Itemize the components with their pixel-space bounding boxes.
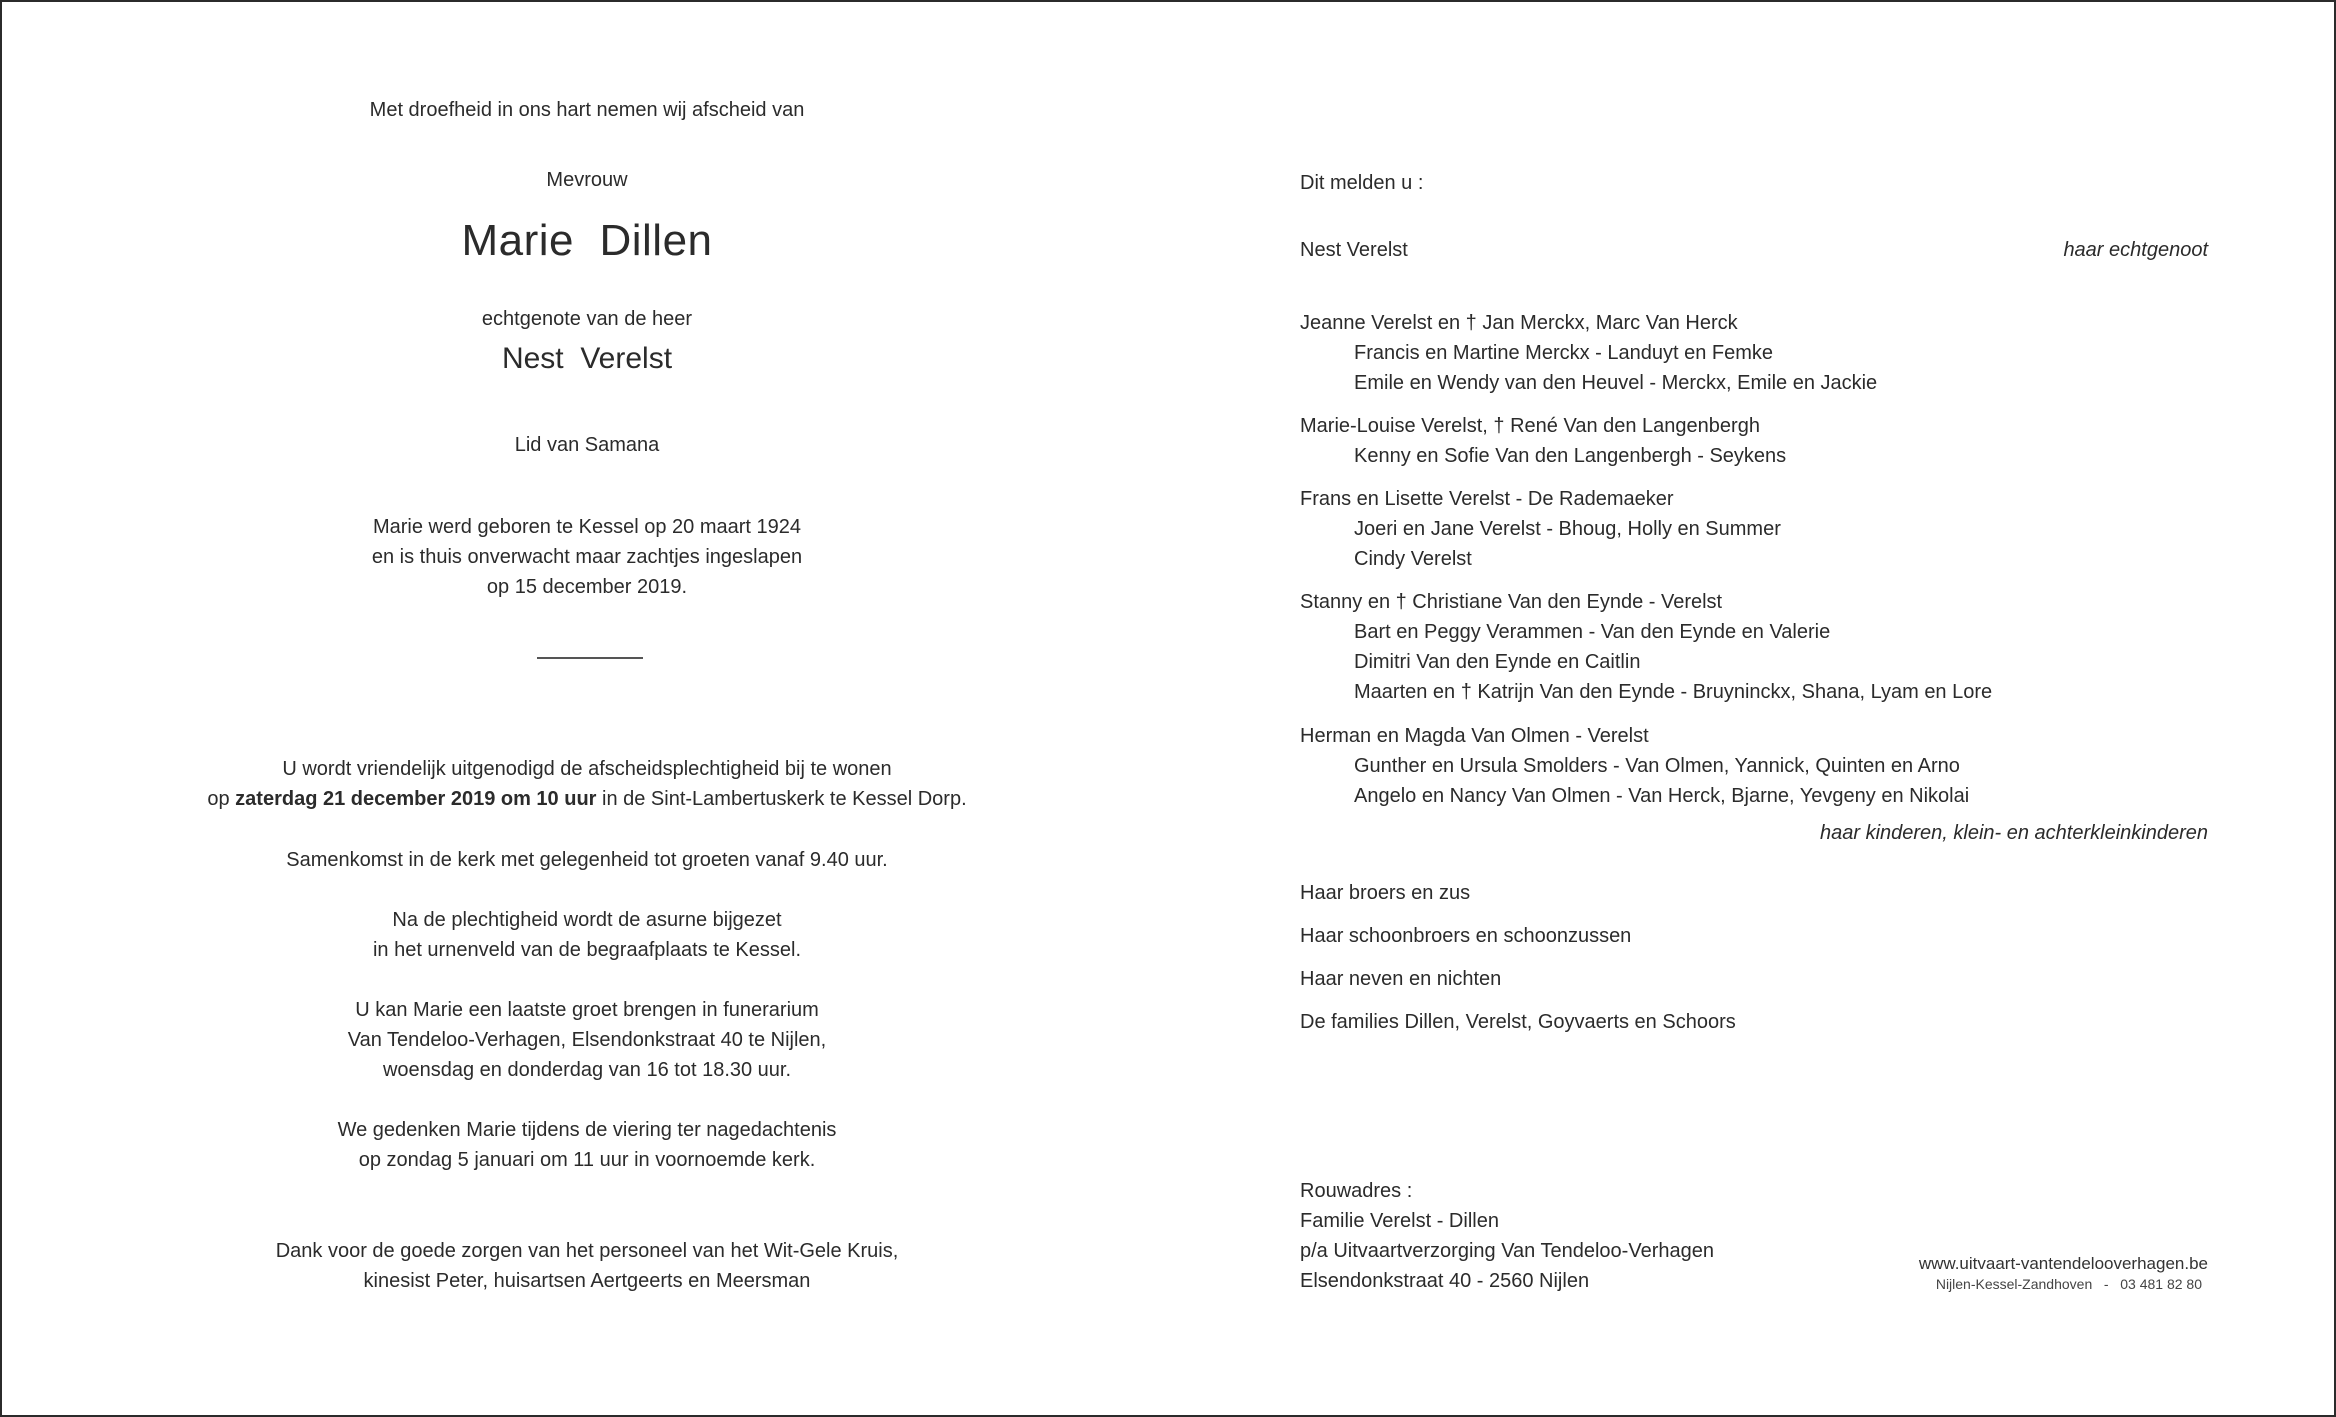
children-role: haar kinderen, klein- en achterkleinkinderen bbox=[1819, 822, 2208, 844]
birth-line: Marie werd geboren te Kessel op 20 maart 1924 bbox=[372, 516, 802, 538]
family-line: Maarten en † Katrijn Van den Eynde - Bruyninckx, Shana, Lyam en Lore bbox=[1354, 681, 1993, 703]
family-line: Dimitri Van den Eynde en Caitlin bbox=[1354, 651, 1641, 673]
children-role-row bbox=[1300, 818, 2208, 848]
spouse-last-name: Verelst bbox=[580, 342, 673, 375]
deceased-first-name: Marie bbox=[461, 216, 575, 265]
urn-line: Na de plechtigheid wordt de asurne bijgezet bbox=[392, 909, 782, 931]
deceased-name bbox=[187, 215, 987, 267]
birth-line: op 15 december 2019. bbox=[486, 576, 688, 598]
address-line: Elsendonkstraat 40 - 2560 Nijlen bbox=[1300, 1270, 1590, 1292]
divider-rule bbox=[537, 657, 643, 659]
intro-text: Met droefheid in ons hart nemen wij afscheid van bbox=[369, 99, 805, 121]
undertaker-info: Nijlen-Kessel-Zandhoven - 03 481 82 80 bbox=[1935, 1276, 2202, 1292]
invite-date-line bbox=[187, 784, 987, 814]
relatives-line: Haar broers en zus bbox=[1300, 882, 1471, 904]
invite-line: U wordt vriendelijk uitgenodigd de afscheidsplechtigheid bij te wonen bbox=[282, 758, 892, 780]
membership: Lid van Samana bbox=[514, 434, 660, 456]
relatives-line: Haar schoonbroers en schoonzussen bbox=[1300, 925, 1632, 947]
urn-line: in het urnenveld van de begraafplaats te Kessel. bbox=[372, 939, 802, 961]
thanks-line: kinesist Peter, huisartsen Aertgeerts en Meersman bbox=[363, 1270, 811, 1292]
address-label: Rouwadres : bbox=[1300, 1180, 1413, 1202]
family-line: Kenny en Sofie Van den Langenbergh - Seykens bbox=[1354, 445, 1787, 467]
family-line: Bart en Peggy Verammen - Van den Eynde en Valerie bbox=[1354, 621, 1831, 643]
spouse-intro: echtgenote van de heer bbox=[481, 308, 693, 330]
husband-row bbox=[1300, 235, 2208, 265]
relatives-line: Haar neven en nichten bbox=[1300, 968, 1502, 990]
invite-prefix: op bbox=[207, 788, 236, 810]
funerarium-line: U kan Marie een laatste groet brengen in funerarium bbox=[355, 999, 819, 1021]
family-line: Marie-Louise Verelst, † René Van den Langenbergh bbox=[1300, 415, 1760, 437]
ceremony-datetime: zaterdag 21 december 2019 om 10 uur bbox=[235, 788, 597, 810]
family-line: Herman en Magda Van Olmen - Verelst bbox=[1300, 725, 1649, 747]
husband-name: Nest Verelst bbox=[1300, 239, 1408, 261]
family-line: Francis en Martine Merckx - Landuyt en Femke bbox=[1354, 342, 1774, 364]
undertaker-website: www.uitvaart-vantendelooverhagen.be bbox=[1918, 1254, 2208, 1273]
deceased-last-name: Dillen bbox=[599, 216, 713, 265]
funerarium-line: Van Tendeloo-Verhagen, Elsendonkstraat 40 te Nijlen, bbox=[347, 1029, 827, 1051]
invite-suffix: in de Sint-Lambertuskerk te Kessel Dorp. bbox=[596, 788, 967, 810]
honorific: Mevrouw bbox=[546, 169, 628, 191]
family-line: Joeri en Jane Verelst - Bhoug, Holly en Summer bbox=[1354, 518, 1781, 540]
relatives-line: De families Dillen, Verelst, Goyvaerts en Schoors bbox=[1300, 1011, 1736, 1033]
thanks-line: Dank voor de goede zorgen van het personeel van het Wit-Gele Kruis, bbox=[275, 1240, 899, 1262]
gathering-text: Samenkomst in de kerk met gelegenheid tot groeten vanaf 9.40 uur. bbox=[286, 849, 888, 871]
memorial-line: We gedenken Marie tijdens de viering ter nagedachtenis bbox=[337, 1119, 837, 1141]
family-line: Emile en Wendy van den Heuvel - Merckx, Emile en Jackie bbox=[1354, 372, 1878, 394]
memorial-line: op zondag 5 januari om 11 uur in voornoemde kerk. bbox=[358, 1149, 816, 1171]
spouse-first-name: Nest bbox=[501, 342, 564, 375]
birth-line: en is thuis onverwacht maar zachtjes ingeslapen bbox=[371, 546, 803, 568]
family-line: Frans en Lisette Verelst - De Rademaeker bbox=[1300, 488, 1674, 510]
family-line: Jeanne Verelst en † Jan Merckx, Marc Van Herck bbox=[1300, 312, 1738, 334]
address-line: p/a Uitvaartverzorging Van Tendeloo-Verhagen bbox=[1300, 1240, 1714, 1262]
family-line: Gunther en Ursula Smolders - Van Olmen, Yannick, Quinten en Arno bbox=[1354, 755, 1960, 777]
family-line: Cindy Verelst bbox=[1354, 548, 1472, 570]
family-line: Stanny en † Christiane Van den Eynde - Verelst bbox=[1300, 591, 1723, 613]
husband-role: haar echtgenoot bbox=[2063, 239, 2208, 261]
address-line: Familie Verelst - Dillen bbox=[1300, 1210, 1499, 1232]
announce-text: Dit melden u : bbox=[1300, 172, 1424, 194]
funerarium-line: woensdag en donderdag van 16 tot 18.30 uur. bbox=[382, 1059, 792, 1081]
family-line: Angelo en Nancy Van Olmen - Van Herck, Bjarne, Yevgeny en Nikolai bbox=[1354, 785, 1970, 807]
spouse-name bbox=[187, 340, 987, 378]
